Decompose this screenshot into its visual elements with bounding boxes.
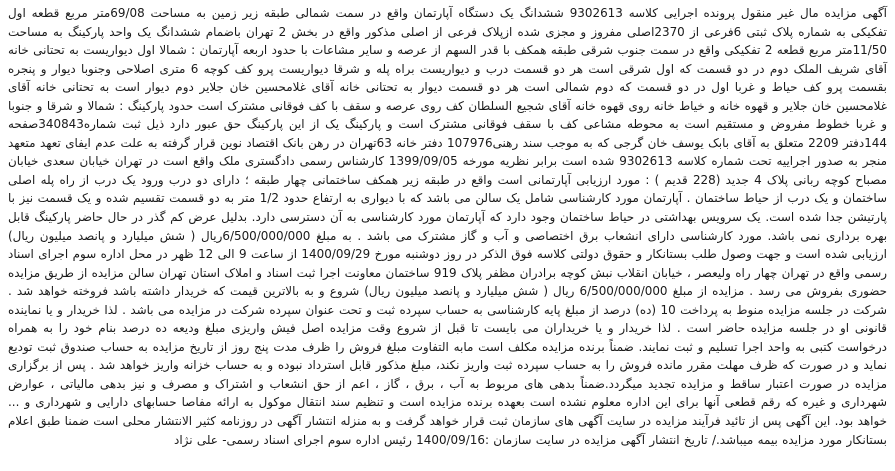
notice-text: آگهی مزایده مال غیر منقول پرونده اجرایی کلاسه 9302613 ششدانگ یک دستگاه آپارتمان واقع در سمت شمالی طبقه زیر زمین به مساحت 69/08متر مربع قطعه اول تفکیکی به شماره پلاک ثبتی 6فرعی از 2370اصلی مفروز و مجزی شده ازپلاک فرعی از اصلی مذکور واقع در بخش 2 تهران باضمام ششدانگ یک واحد پارکینگ به مساحت 11/50متر مربع قطعه 2 تفکیکی واقع در سمت جنوب شرقی طبقه همکف با قدر السهم از عرصه و سایر مشاعات با حدود اربعه آپارتمان : شمالا اول دیواریست به تحتانی خانه آقای شریف الملک دوم در دو قسمت که اول شرقی است هر دو قسمت درب و دیواریست براه پله و شرقا دیواریست پرو کف کوچه 6 متری اصلاحی وجنوبا دیوار و پنجره بقسمت پرو کف حیاط و غربا اول در دو قسمت که دوم شمالی است هر دو قسمت دیوار به تحتانی خانه آقای غلامحسین خان جلایر دوم دیوار است به تحتانی خانه آقای غلامحسین خان جلایر و قهوه خانه و خیاط خانه روی قهوه خانه آقای شجیع السلطان کف روی عرصه و سقف با کف فوقانی مشترک است حدود پارکینگ : شمالا و شرقا و جنوبا و غربا خطوط مفروض و مستقیم است به محوطه مشاعی کف با سقف فوقانی مشترک است و پارکینگ یک از این پارکینگ حق عبور دارد ذیل ثبت شماره340843صفحه 144دفتر 2209 متعلق به آقای بابک یوسف خان گرجی که به موجب سند رهنی107976 دفتر خانه 63تهران در رهن بانک اقتصاد نوین قرار گرفته به علت عدم ایفای تعهد متعهد منجر به صدور اجراییه تحت شماره کلاسه 9302613 شده است برابر نظریه مورخه 1399/09/05 کارشناس رسمی دادگستری ملک واقع است در تهران خیابان سعدی خیابان مصباح کوچه ربانی پلاک 4 جدید (228 قدیم ) : مورد ارزیابی آپارتمانی است واقع در طبقه زیر همکف ساختمانی چهار طبقه ؛ دارای دو درب ورود یک درب از راه پله اصلی ساختمان و یک درب از حیاط ساختمان . آپارتمان مورد کارشناسی شامل یک سالن می باشد که با دیواری به ارتفاع حدود 1/2 متر به دو قسمت تقسیم شده و یک قسمت نیز با پارتیشن جدا شده است. یک سرویس بهداشتی در حیاط ساختمان وجود دارد که آپارتمان مورد کارشناسی به آن دسترسی دارد. بدلیل عرض کم گذر در حال حاضر پارکینگ قابل بهره برداری نمی باشد. مورد کارشناسی دارای انشعاب برق اختصاصی و آب و گاز مشترک می باشد . به مبلغ 6/500/000/000ریال ( شش میلیارد و پانصد میلیون ریال) ارزیابی شده است و جهت وصول طلب بستانکار و حقوق دولتی کلاسه فوق الذکر در روز دوشنبه مورخ 1400/09/29 از ساعت 9 الی 12 ظهر در محل اداره سوم اجرای اسناد رسمی واقع در تهران چهار راه ولیعصر ، خیابان انقلاب نبش کوچه برادران مظفر پلاک 919 ساختمان معاونت اجرا ثبت اسناد و املاک استان تهران سالن مزایده از طریق مزایده حضوری بفروش می رسد . مزایده از مبلغ 6/500/000/000 ریال ( شش میلیارد و پانصد میلیون ریال) شروع و به بالاترین قیمت که خریدار داشته باشد فروخته خواهد شد . شرکت در جلسه مزایده منوط به پرداخت 10 (ده) درصد از مبلغ پایه کارشناسی به حساب سپرده ثبت و تحت عنوان سپرده شرکت در مزایده می باشد . لذا خریدار و یا نماینده قانونی او در جلسه مزایده حاضر است . لذا خریدار و یا خریداران می بایست تا قبل از شروع وقت مزایده اصل فیش واریزی مبلغ ودیعه ده درصد بنام خود را به همراه درخواست کتبی به واحد اجرا تسلیم و ثبت نمایند. ضمناً برنده مزایده مکلف است مابه التفاوت مبلغ فروش را ظرف مدت پنج روز از تاریخ مزایده به حساب صندوق ثبت تودیع نماید و در صورت که ظرف مهلت مقرر مانده فروش را به حساب سپرده ثبت واریز نکند، مبلغ مذکور قابل استرداد نبوده و به حساب خزانه واریز خواهد شد . پس از برگزاری مزایده در صورت اعتبار ساقط و مزایده تجدید میگردد.ضمناً بدهی های مربوط به آب ، برق ، گاز ، اعم از حق انشعاب و اشتراک و مصرف و نیز بدهی مالیاتی ، عوارض شهرداری و غیره که رقم قطعی آنها برای این اداره معلوم نشده است بعهده برنده مزایده است و تنظیم سند انتقال موکول به ارائه مفاصا حسابهای دارایی و شهرداری و ... خواهد بود. این آگهی پس از تائید فرآیند مزایده در سایت آگهی های سازمان ثبت قرار خواهد گرفت و به منزله انتشار آگهی در روزنامه کثیر الانتشار محلی است ضمنا طبق اعلام بستانکار مورد مزایده بیمه میباشد./ تاریخ انتشار آگهی مزایده در سایت سازمان :1400/09/16 رئیس اداره سوم اجرای اسناد رسمی- علی نژاد — [8, 6, 888, 447]
